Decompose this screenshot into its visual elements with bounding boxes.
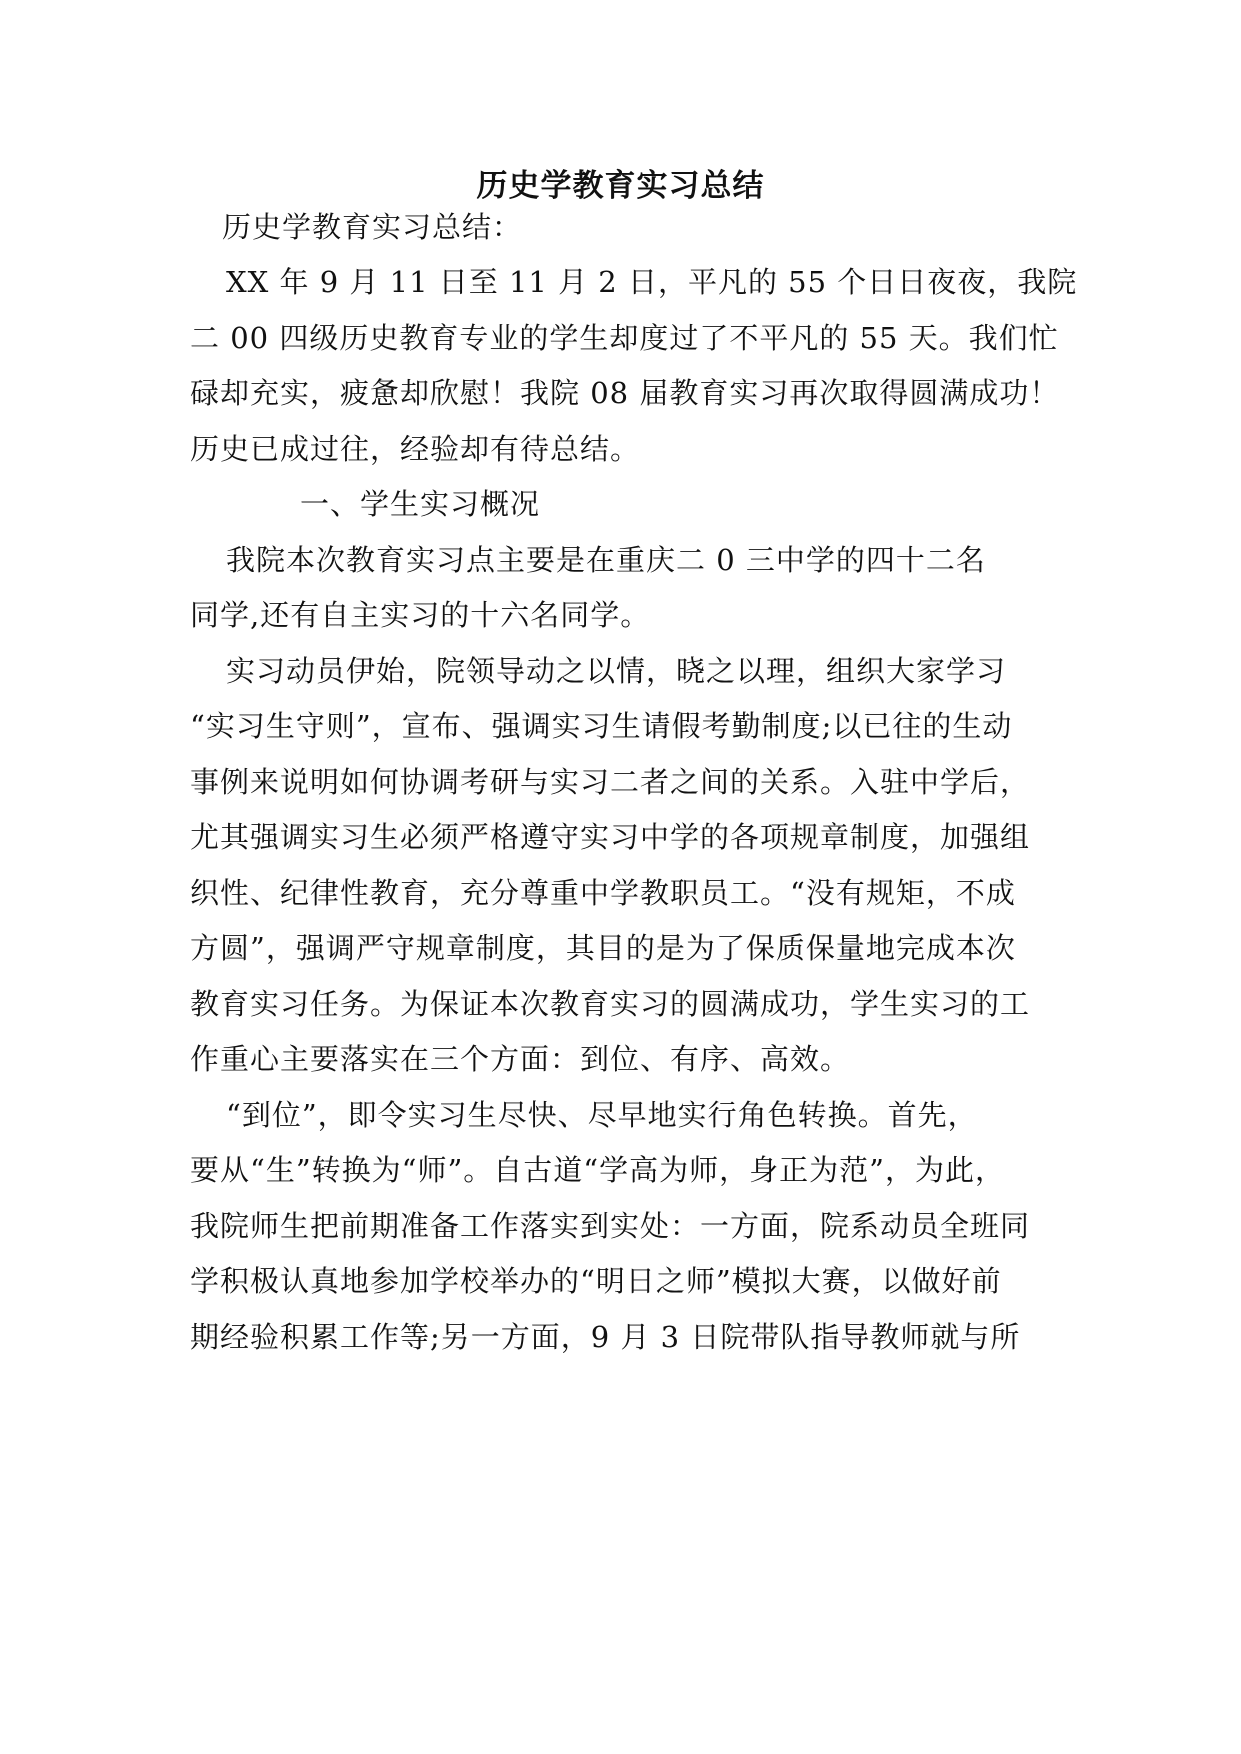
text-line: 历史学教育实习总结： xyxy=(222,210,523,244)
text-line: 我院师生把前期准备工作落实到实处：一方面，院系动员全班同 xyxy=(190,1209,1031,1243)
text-line: 碌却充实，疲惫却欣慰！我院 08 届教育实习再次取得圆满成功！ xyxy=(190,376,1060,410)
text-line: 历史已成过往，经验却有待总结。 xyxy=(190,432,641,466)
document-title: 历史学教育实习总结 xyxy=(476,168,765,204)
text-line: 期经验积累工作等;另一方面，9 月 3 日院带队指导教师就与所 xyxy=(190,1320,1021,1354)
text-line: “实习生守则”，宣布、强调实习生请假考勤制度;以已往的生动 xyxy=(190,709,1013,743)
text-line: 织性、纪律性教育，充分尊重中学教职员工。“没有规矩，不成 xyxy=(190,876,1016,910)
text-line: 事例来说明如何协调考研与实习二者之间的关系。入驻中学后， xyxy=(190,765,1031,799)
section-heading: 一、学生实习概况 xyxy=(300,487,541,521)
text-line: XX 年 9 月 11 日至 11 月 2 日，平凡的 55 个日日夜夜，我院 xyxy=(226,265,1078,299)
text-line: 学积极认真地参加学校举办的“明日之师”模拟大赛，以做好前 xyxy=(190,1264,1002,1298)
text-line: 尤其强调实习生必须严格遵守实习中学的各项规章制度，加强组 xyxy=(190,820,1031,854)
text-line: 要从“生”转换为“师”。自古道“学高为师，身正为范”，为此， xyxy=(190,1153,1005,1187)
text-line: 我院本次教育实习点主要是在重庆二 0 三中学的四十二名 xyxy=(226,543,986,577)
text-line: 作重心主要落实在三个方面：到位、有序、高效。 xyxy=(190,1042,851,1076)
text-line: 二 00 四级历史教育专业的学生却度过了不平凡的 55 天。我们忙 xyxy=(190,321,1059,355)
text-line: “到位”，即令实习生尽快、尽早地实行角色转换。首先， xyxy=(226,1098,978,1132)
text-line: 教育实习任务。为保证本次教育实习的圆满成功，学生实习的工 xyxy=(190,987,1031,1021)
text-line: 实习动员伊始，院领导动之以情，晓之以理，组织大家学习 xyxy=(226,654,1007,688)
text-line: 方圆”，强调严守规章制度，其目的是为了保质保量地完成本次 xyxy=(190,931,1016,965)
text-line: 同学,还有自主实习的十六名同学。 xyxy=(190,598,651,632)
